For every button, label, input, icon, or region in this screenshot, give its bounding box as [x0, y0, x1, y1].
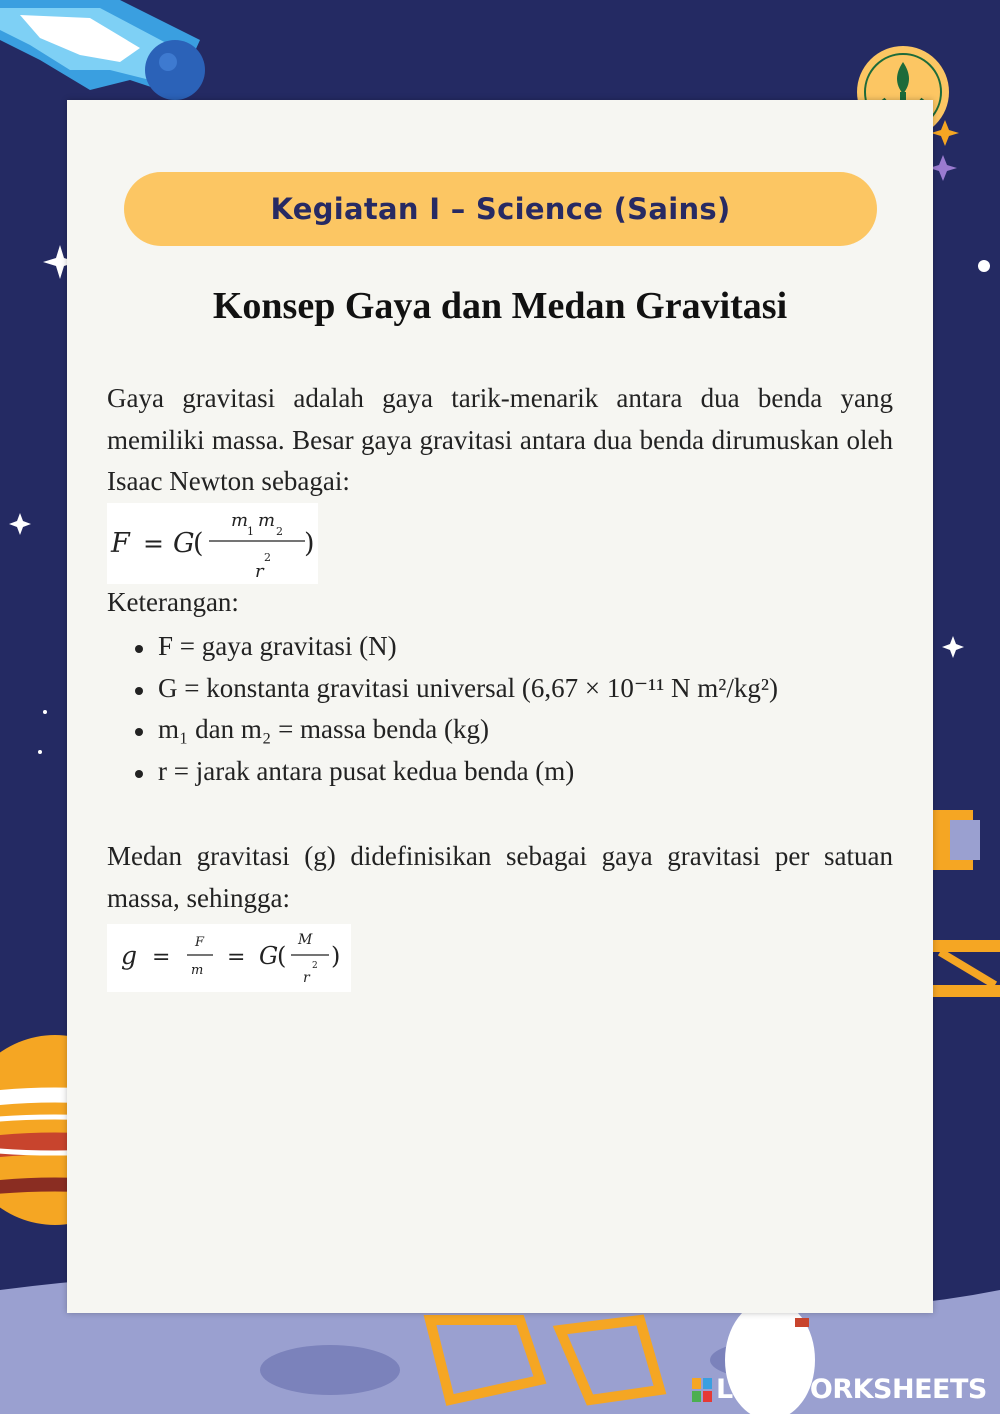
svg-text:): ) [331, 942, 341, 970]
svg-text:=: = [143, 529, 164, 558]
list-item: G = konstanta gravitasi universal (6,67 × 10⁻¹¹ N m²/kg²) [107, 668, 778, 710]
svg-text:(: ( [277, 942, 287, 970]
svg-text:2: 2 [264, 551, 271, 564]
svg-text:=: = [152, 945, 171, 970]
liveworksheets-watermark [692, 1374, 987, 1405]
svg-text:(: ( [193, 528, 204, 559]
svg-text:=: = [227, 945, 246, 970]
field-formula [107, 924, 351, 992]
svg-text:m: m [258, 510, 276, 531]
watermark-text: LIVEWORKSHEETS [716, 1374, 987, 1405]
svg-text:G: G [173, 528, 195, 559]
legend-list [107, 626, 778, 792]
list-item: F = gaya gravitasi (N) [107, 626, 778, 668]
svg-text:m: m [191, 963, 204, 978]
list-item: m₁ dan m₂ = massa benda (kg) [107, 709, 778, 751]
page-title: Konsep Gaya dan Medan Gravitasi [212, 285, 788, 327]
svg-text:M: M [298, 932, 313, 948]
svg-text:): ) [304, 528, 315, 559]
section-banner [124, 172, 877, 246]
svg-text:2: 2 [312, 961, 318, 971]
svg-text:2: 2 [276, 525, 283, 538]
svg-text:r: r [255, 561, 264, 582]
svg-text:F: F [111, 528, 130, 559]
svg-text:1: 1 [247, 525, 254, 538]
section-banner-label: Kegiatan I – Science (Sains) [270, 192, 731, 226]
svg-text:r: r [303, 970, 310, 986]
svg-text:g: g [121, 941, 138, 970]
field-paragraph: Medan gravitasi (g) didefinisikan sebagai gaya gravitasi per satuan massa, sehingga: [107, 841, 893, 913]
svg-text:F: F [195, 935, 205, 950]
svg-text:G: G [259, 942, 279, 970]
intro-paragraph: Gaya gravitasi adalah gaya tarik-menarik antara dua benda yang memiliki massa. Besar gaya gravitasi antara dua benda dirumuskan oleh Isaac Newton sebagai: [107, 383, 893, 496]
force-formula [107, 503, 318, 584]
list-item: r = jarak antara pusat kedua benda (m) [107, 751, 778, 793]
liveworksheets-icon [692, 1378, 712, 1402]
legend-label: Keterangan: [107, 587, 239, 617]
svg-text:m: m [231, 510, 249, 531]
